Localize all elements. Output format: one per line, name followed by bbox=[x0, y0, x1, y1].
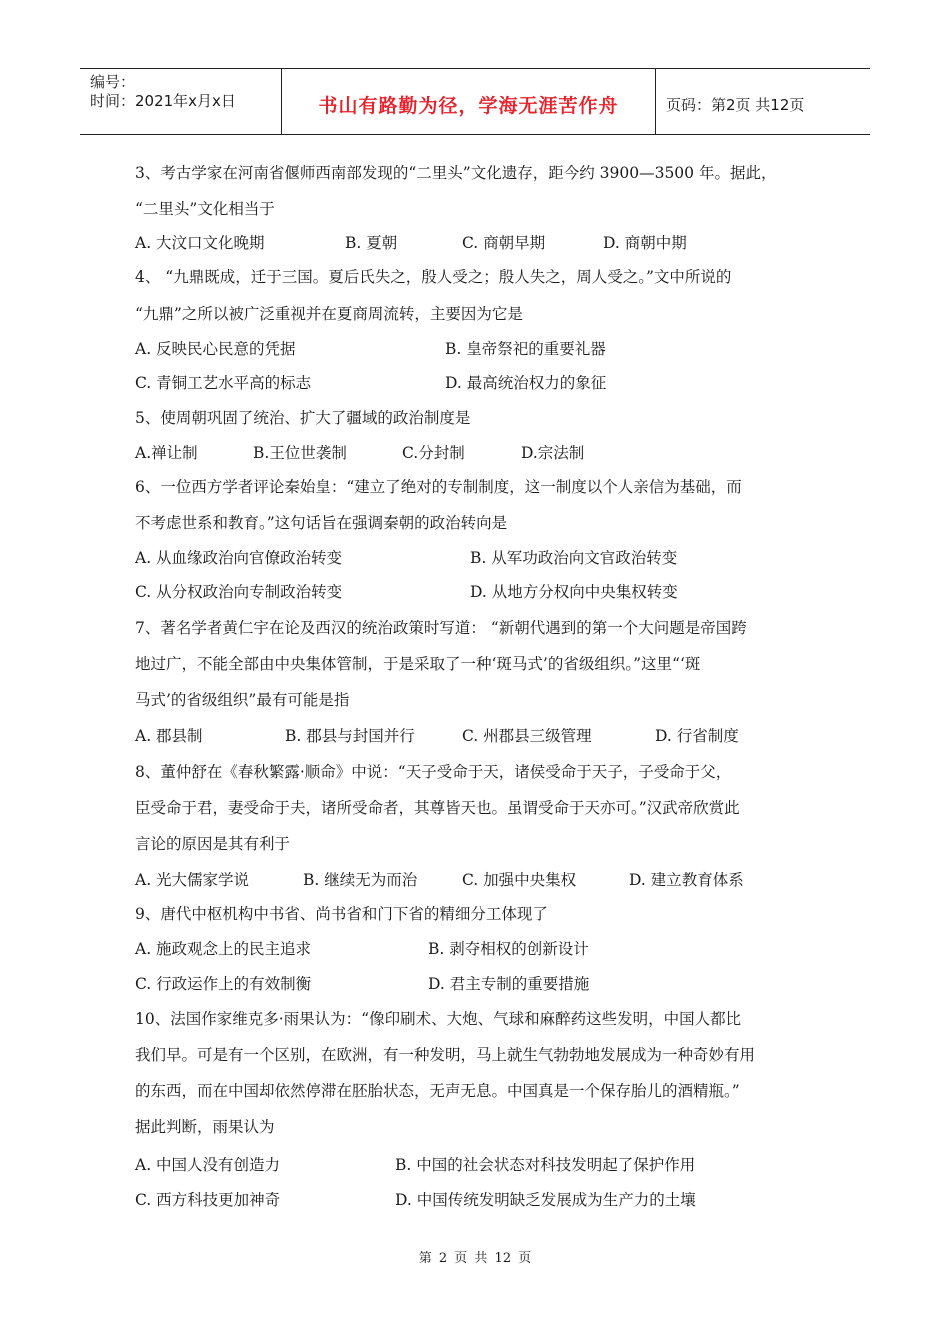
question-4-option-b: B. 皇帝祭祀的重要礼器 bbox=[445, 340, 606, 358]
question-8-option-d: D. 建立教育体系 bbox=[629, 871, 744, 889]
question-4-option-a: A. 反映民心民意的凭据 bbox=[135, 340, 296, 358]
header-meta bbox=[80, 69, 282, 134]
question-10-line-3: 的东西，而在中国却依然停滞在胚胎状态，无声无息。中国真是一个保存胎儿的酒精瓶。” bbox=[135, 1082, 740, 1100]
question-8-line-2: 臣受命于君，妻受命于夫，诸所受命者，其尊皆天也。虽谓受命于天亦可。”汉武帝欣赏此 bbox=[135, 799, 740, 817]
question-6-option-c: C. 从分权政治向专制政治转变 bbox=[135, 583, 343, 601]
question-7-option-b: B. 郡县与封国并行 bbox=[285, 727, 415, 745]
question-10-option-c: C. 西方科技更加神奇 bbox=[135, 1191, 281, 1209]
question-8-option-b: B. 继续无为而治 bbox=[303, 871, 418, 889]
question-8-option-a: A. 光大儒家学说 bbox=[135, 871, 250, 889]
question-9-option-c: C. 行政运作上的有效制衡 bbox=[135, 975, 312, 993]
question-6-line-1: 6、一位西方学者评论秦始皇：“建立了绝对的专制制度，这一制度以个人亲信为基础，而 bbox=[135, 478, 742, 496]
question-6-option-b: B. 从军功政治向文官政治转变 bbox=[470, 549, 678, 567]
question-9-option-d: D. 君主专制的重要措施 bbox=[428, 975, 590, 993]
question-10-line-2: 我们早。可是有一个区别，在欧洲，有一种发明，马上就生气勃勃地发展成为一种奇妙有用 bbox=[135, 1046, 756, 1064]
question-7-line-2: 地过广，不能全部由中央集体管制，于是采取了一种‘斑马式’的省级组织。”这里“‘斑 bbox=[135, 655, 701, 673]
question-9-option-b: B. 剥夺相权的创新设计 bbox=[428, 940, 589, 958]
question-6-option-a: A. 从血缘政治向官僚政治转变 bbox=[135, 549, 343, 567]
question-10-option-d: D. 中国传统发明缺乏发展成为生产力的土壤 bbox=[395, 1191, 696, 1209]
question-9-line-1: 9、唐代中枢机构中书省、尚书省和门下省的精细分工体现了 bbox=[135, 905, 548, 923]
question-7-option-a: A. 郡县制 bbox=[135, 727, 203, 745]
question-4-option-c: C. 青铜工艺水平高的标志 bbox=[135, 374, 312, 392]
question-8-line-1: 8、董仲舒在《春秋繁露·顺命》中说：“天子受命于天，诸侯受命于天子，子受命于父， bbox=[135, 763, 732, 781]
header-page-cell bbox=[656, 69, 870, 134]
question-10-line-4: 据此判断，雨果认为 bbox=[135, 1118, 275, 1136]
question-7-line-1: 7、著名学者黄仁宇在论及西汉的统治政策时写道： “新朝代遇到的第一个大问题是帝国跨 bbox=[135, 619, 747, 637]
question-5-option-a: A.禅让制 bbox=[135, 444, 198, 462]
question-5-option-d: D.宗法制 bbox=[521, 444, 585, 462]
question-10-option-a: A. 中国人没有创造力 bbox=[135, 1156, 281, 1174]
question-3-option-a: A. 大汶口文化晚期 bbox=[135, 234, 265, 252]
question-3-option-c: C. 商朝早期 bbox=[462, 234, 546, 252]
question-4-line-2: “九鼎”之所以被广泛重视并在夏商周流转，主要因为它是 bbox=[135, 305, 523, 323]
question-10-line-1: 10、法国作家维克多·雨果认为：“像印刷术、大炮、气球和麻醉药这些发明，中国人都比 bbox=[135, 1010, 742, 1028]
question-7-option-d: D. 行省制度 bbox=[655, 727, 739, 745]
question-3-option-d: D. 商朝中期 bbox=[603, 234, 687, 252]
question-5-option-b: B.王位世袭制 bbox=[253, 444, 347, 462]
question-7-option-c: C. 州郡县三级管理 bbox=[462, 727, 592, 745]
question-10-option-b: B. 中国的社会状态对科技发明起了保护作用 bbox=[395, 1156, 696, 1174]
question-5-option-c: C.分封制 bbox=[402, 444, 465, 462]
question-6-option-d: D. 从地方分权向中央集权转变 bbox=[470, 583, 678, 601]
question-8-line-3: 言论的原因是其有利于 bbox=[135, 835, 291, 853]
time-label: 时间：2021年x月x日 bbox=[90, 92, 236, 110]
question-8-option-c: C. 加强中央集权 bbox=[462, 871, 577, 889]
question-6-line-2: 不考虑世系和教育。”这句话旨在强调秦朝的政治转向是 bbox=[135, 514, 508, 532]
page-header bbox=[80, 68, 870, 135]
question-3-line-1: 3、考古学家在河南省偃师西南部发现的“二里头”文化遗存，距今约 3900—3500 年。据此， bbox=[135, 164, 777, 182]
question-3-line-2: “二里头”文化相当于 bbox=[135, 200, 275, 218]
question-4-line-1: 4、 “九鼎既成，迁于三国。夏后氏失之，殷人受之；殷人失之，周人受之。”文中所说的 bbox=[135, 268, 732, 286]
page-footer: 第 2 页 共 12 页 bbox=[418, 1251, 532, 1266]
question-9-option-a: A. 施政观念上的民主追求 bbox=[135, 940, 312, 958]
header-motto-cell bbox=[282, 69, 656, 134]
question-7-line-3: 马式’的省级组织”最有可能是指 bbox=[135, 691, 350, 709]
code-label: 编号： bbox=[90, 73, 136, 91]
header-page-info: 页码：第2页 共12页 bbox=[666, 96, 805, 114]
question-5-line-1: 5、使周朝巩固了统治、扩大了疆域的政治制度是 bbox=[135, 409, 471, 427]
question-3-option-b: B. 夏朝 bbox=[345, 234, 398, 252]
question-4-option-d: D. 最高统治权力的象征 bbox=[445, 374, 607, 392]
header-motto: 书山有路勤为径，学海无涯苦作舟 bbox=[318, 95, 619, 117]
